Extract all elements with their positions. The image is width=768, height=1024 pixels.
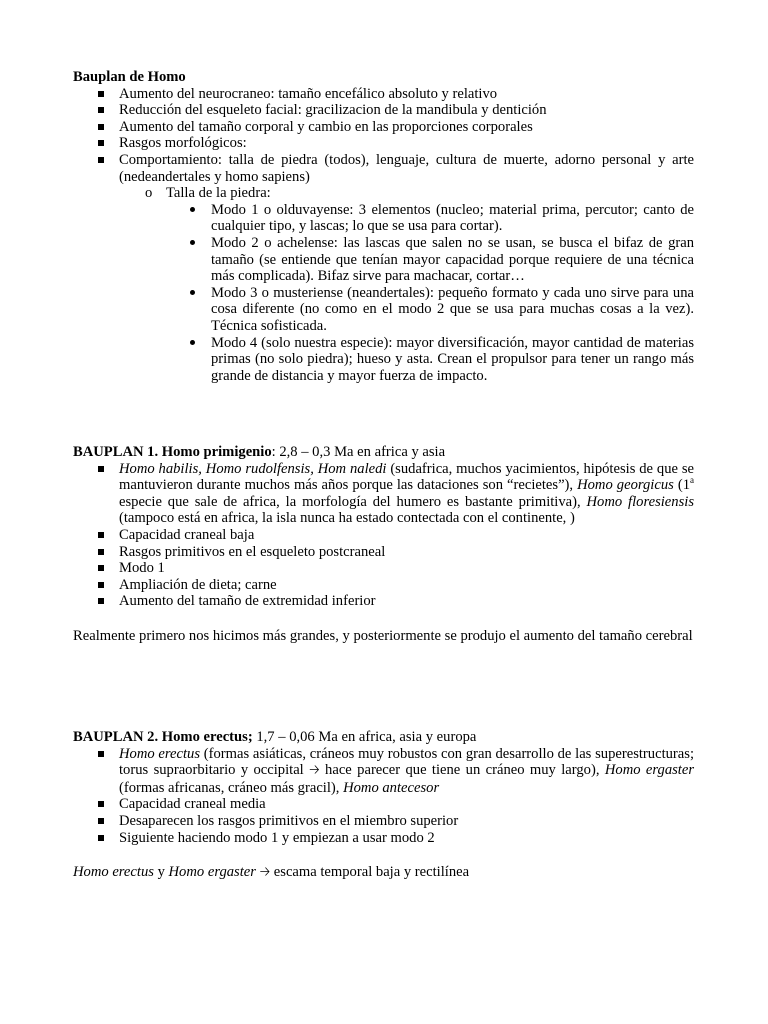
arrow-right-icon: 🡢 [309, 763, 320, 779]
bullet-list [73, 461, 694, 610]
list-item: Reducción del esqueleto facial: gracilizacion de la mandibula y dentición [73, 102, 694, 119]
mode-item: Modo 4 (solo nuestra especie): mayor diversificación, mayor cantidad de materias primas (no solo piedra); hueso y asta. Crean el propulsor para tener un rango más grande de distancia y mayor fuerza de impacto. [73, 335, 694, 385]
list-item: Rasgos primitivos en el esqueleto postcraneal [73, 544, 694, 561]
sub-list-item: o Talla de la piedra: [73, 185, 694, 202]
list-item: Homo erectus (formas asiáticas, cráneos muy robustos con gran desarrollo de las superestructuras; torus supraorbitario y occipital 🡢 hace parecer que tiene un cráneo muy largo), Homo ergaster (formas africanas, cráneo más gracil), Homo antecesor [73, 746, 694, 797]
list-item: Ampliación de dieta; carne [73, 577, 694, 594]
section-bauplan-2 [73, 729, 694, 882]
bullet-list [73, 86, 694, 385]
list-item: Aumento del neurocraneo: tamaño encefálico absoluto y relativo [73, 86, 694, 103]
footer-note: Homo erectus y Homo ergaster 🡢 escama temporal baja y rectilínea [73, 864, 470, 881]
list-item: Desaparecen los rasgos primitivos en el miembro superior [73, 813, 694, 830]
mode-item: Modo 3 o musteriense (neandertales): pequeño formato y cada uno sirve para una cosa diferente (no como en el modo 2 que se usa para muchas cosas a la vez). Técnica sofisticada. [73, 285, 694, 335]
list-item: Aumento del tamaño de extremidad inferior [73, 593, 694, 610]
mode-list [73, 202, 694, 385]
section-bauplan-1 [73, 444, 694, 645]
list-item: Aumento del tamaño corporal y cambio en las proporciones corporales [73, 119, 694, 136]
bullet-list [73, 746, 694, 847]
section-title: Bauplan de Homo [73, 69, 186, 85]
list-item: Capacidad craneal media [73, 796, 694, 813]
sub-list [73, 185, 694, 202]
section-title: BAUPLAN 2. Homo erectus; 1,7 – 0,06 Ma en africa, asia y europa [73, 729, 477, 745]
list-item: Homo habilis, Homo rudolfensis, Hom naledi (sudafrica, muchos yacimientos, hipótesis de que se mantuvieron durante muchos más años porque las dataciones son “recietes”), Homo georgicus (1$^a$ especie que sale de africa, la morfología del humero es bastante primitiva), Homo floresiensis (tampoco está en africa, la isla nunca ha estado contectada con el continente, ) [73, 461, 694, 527]
list-item: Comportamiento: talla de piedra (todos), lenguaje, cultura de muerte, adorno personal y arte (nedeandertales y homo sapiens) [73, 152, 694, 185]
mode-item: Modo 1 o olduvayense: 3 elementos (nucleo; material prima, percutor; canto de cualquier tipo, y lascas; lo que se usa para cortar). [73, 202, 694, 235]
section-title: BAUPLAN 1. Homo primigenio: 2,8 – 0,3 Ma en africa y asia [73, 444, 446, 460]
list-item: Capacidad craneal baja [73, 527, 694, 544]
sub-list-container [73, 185, 694, 384]
section-bauplan-homo [73, 69, 694, 384]
mode-item: Modo 2 o achelense: las lascas que salen no se usan, se busca el bifaz de gran tamaño (se entiende que tenían mayor capacidad porque requiere de una técnica más complicada). Bifaz sirve para machacar, cortar… [73, 235, 694, 285]
list-item: Siguiente haciendo modo 1 y empiezan a usar modo 2 [73, 830, 694, 847]
list-item: Rasgos morfológicos: [73, 135, 694, 152]
paragraph: Realmente primero nos hicimos más grandes, y posteriormente se produjo el aumento del tamaño cerebral [73, 627, 693, 644]
arrow-right-icon: 🡢 [259, 865, 271, 881]
list-item: Modo 1 [73, 560, 694, 577]
